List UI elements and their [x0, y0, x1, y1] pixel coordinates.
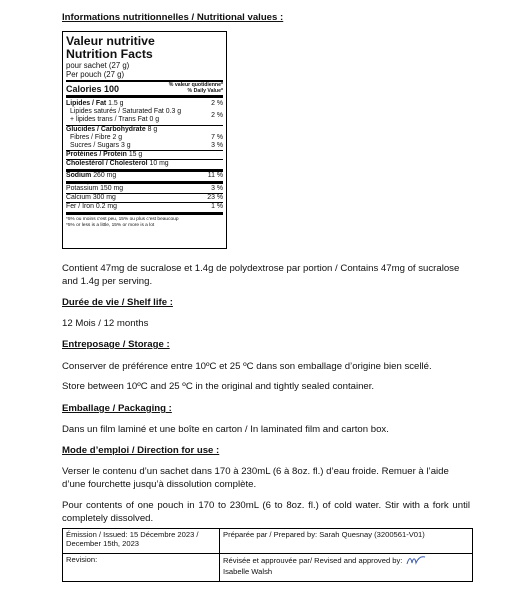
shelf-life-text: 12 Mois / 12 months [62, 318, 149, 329]
nf-title-en: Nutrition Facts [66, 47, 153, 61]
packaging-text: Dans un film laminé et une boîte en carton / In laminated film and carton box. [62, 424, 389, 435]
nf-sat-label: Lipides saturés / Saturated Fat [70, 108, 164, 115]
nf-calcium-amount: 300 mg [92, 194, 116, 201]
nf-per-en: Per pouch (27 g) [66, 70, 125, 79]
document-footer-table [62, 528, 473, 582]
nf-sodium-label: Sodium [66, 172, 92, 179]
nf-footnote-en: *5% or less is a little, 15% or more is a lot [66, 223, 155, 228]
nutrition-facts-table [62, 31, 227, 249]
nf-calories-value: 100 [104, 84, 120, 94]
nf-potassium-dv: 3 % [211, 185, 223, 192]
nf-calories-label: Calories [66, 84, 102, 94]
nutrition-heading: Informations nutritionnelles / Nutritional values : [62, 12, 284, 23]
nf-carb-label: Glucides / Carbohydrate [66, 126, 146, 133]
nf-trans-amount: 0 g [149, 116, 160, 123]
contains-text: Contient 47mg de sucralose et 1.4g de polydextrose par portion / Contains 47mg of sucralose and 1.4g per serving. [62, 263, 460, 287]
nf-protein-amount: 15 g [128, 151, 143, 158]
directions-text-fr: Verser le contenu d’un sachet dans 170 à 230mL (6 à 8oz. fl.) d’eau froide. Remuer à l’aide d’une fourchette jusqu’à dissolution complète. [62, 466, 449, 490]
directions-text-en: Pour contents of one pouch in 170 to 230mL (6 to 8oz. fl.) of cold water. Stir with a fork until completely dissolved. [62, 500, 470, 524]
prepared-cell: Préparée par / Prepared by: Sarah Quesnay (3200561-V01) [220, 529, 473, 554]
nf-potassium-amount: 150 mg [100, 185, 124, 192]
revised-cell [220, 553, 473, 581]
storage-title: Entreposage / Storage : [62, 339, 170, 350]
nf-sat-trans-dv: 2 % [211, 112, 223, 119]
nf-iron-amount: 0.2 mg [95, 203, 117, 210]
nf-potassium-label: Potassium [66, 185, 99, 192]
nf-fat-amount: 1.5 g [108, 100, 124, 107]
revision-cell: Revision: [63, 553, 220, 581]
nf-sugars-label: Sucres / Sugars [70, 142, 120, 149]
nf-chol-label: Cholestérol / Cholesterol [66, 160, 148, 167]
nf-protein-label: Protéines / Protein [66, 151, 127, 158]
revised-label: Révisée et approuvée par/ Revised and approved by: [223, 555, 403, 565]
nf-fat-dv: 2 % [211, 100, 223, 107]
nf-iron-label: Fer / Iron [66, 203, 94, 210]
signature-icon [405, 555, 427, 567]
nf-chol-amount: 10 mg [149, 160, 169, 167]
nf-sat-amount: 0.3 g [165, 108, 182, 115]
nf-dv-fr: % valeur quotidienne* [168, 82, 223, 88]
nf-trans-label: + lipides trans / Trans Fat [70, 116, 148, 123]
nf-calcium-dv: 23 % [207, 194, 223, 201]
nf-fibre-dv: 7 % [211, 134, 223, 141]
nf-sugars-amount: 3 g [120, 142, 131, 149]
nf-sodium-amount: 260 mg [93, 172, 117, 179]
nf-dv-en: % Daily Value* [187, 88, 223, 94]
storage-text-fr: Conserver de préférence entre 10ºC et 25 ºC dans son emballage d’origine bien scellé. [62, 361, 432, 372]
storage-text-en: Store between 10ºC and 25 ºC in the original and tightly sealed container. [62, 381, 375, 392]
nf-title-fr: Valeur nutritive [66, 34, 155, 48]
shelf-life-title: Durée de vie / Shelf life : [62, 297, 173, 308]
nf-per-fr: pour sachet (27 g) [66, 61, 130, 70]
directions-title: Mode d’emploi / Direction for use : [62, 445, 220, 456]
issued-cell: Émission / Issued: 15 Décembre 2023 / December 15th, 2023 [63, 529, 220, 554]
nf-fibre-label: Fibres / Fibre [70, 134, 111, 141]
nf-carb-amount: 8 g [147, 126, 158, 133]
nf-calcium-label: Calcium [66, 194, 91, 201]
nf-fat-label: Lipides / Fat [66, 100, 107, 107]
revised-name: Isabelle Walsh [223, 566, 273, 576]
packaging-title: Emballage / Packaging : [62, 403, 172, 414]
nf-sodium-dv: 11 % [207, 172, 223, 179]
nf-sugars-dv: 3 % [211, 142, 223, 149]
nf-iron-dv: 1 % [211, 203, 223, 210]
nf-footnote-fr: *5% ou moins c'est peu, 15% ou plus c'est beaucoup [66, 217, 179, 222]
nf-fibre-amount: 2 g [112, 134, 123, 141]
